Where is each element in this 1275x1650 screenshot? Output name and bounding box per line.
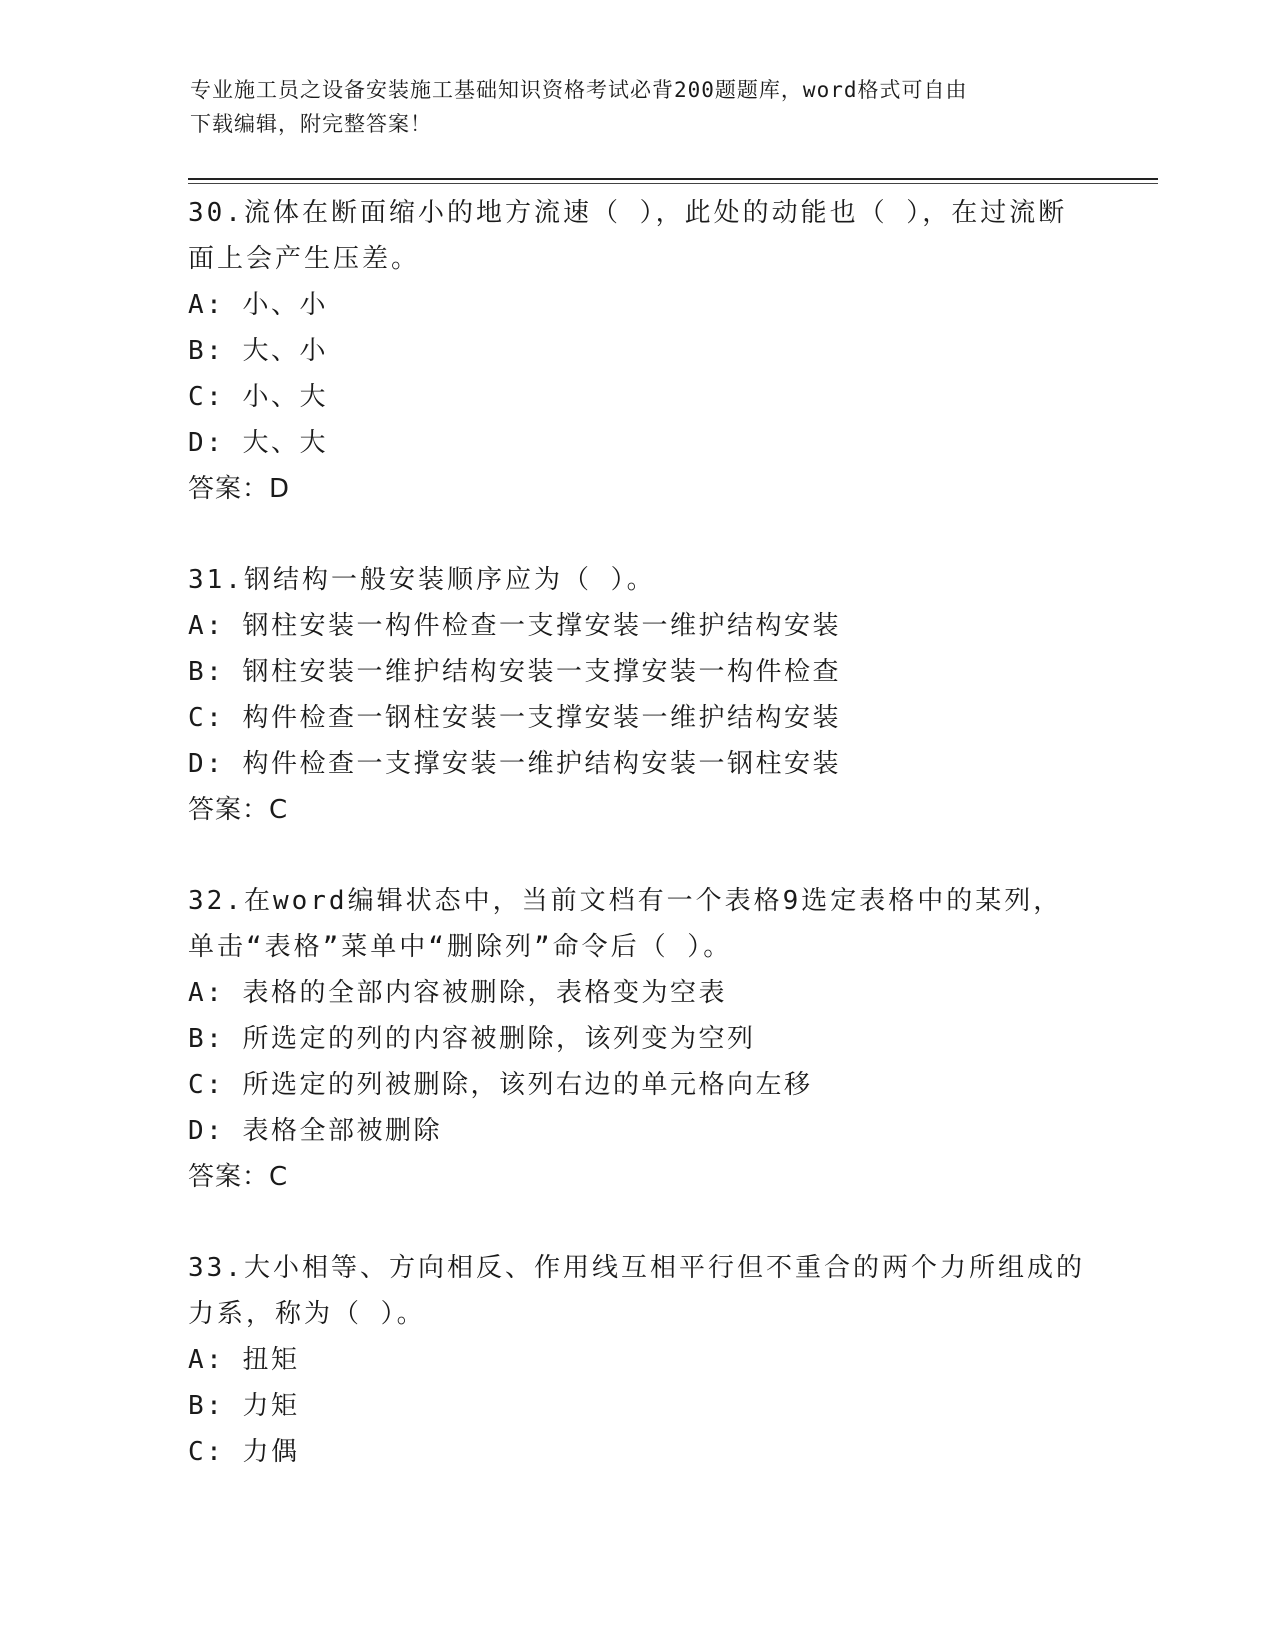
header-divider-thick — [188, 178, 1158, 180]
answer-line: 答案：C — [188, 1162, 289, 1192]
header-divider-thin — [188, 183, 1158, 184]
question-30 — [188, 190, 1088, 512]
answer-line: 答案：D — [188, 474, 291, 504]
option-d: D: 构件检查一支撑安装一维护结构安装一钢柱安装 — [188, 749, 841, 779]
question-stem: 30.流体在断面缩小的地方流速（ ），此处的动能也（ ），在过流断 — [188, 198, 1068, 228]
question-31 — [188, 557, 1088, 833]
question-list — [188, 190, 1088, 1520]
question-stem-cont: 力系，称为（ ）。 — [188, 1299, 426, 1329]
question-stem-cont: 面上会产生压差。 — [188, 244, 421, 274]
option-d: D: 大、大 — [188, 428, 328, 458]
option-a: A: 表格的全部内容被删除，表格变为空表 — [188, 978, 727, 1008]
option-b: B: 力矩 — [188, 1391, 300, 1421]
answer-line: 答案：C — [188, 795, 289, 825]
option-a: A: 扭矩 — [188, 1345, 300, 1375]
option-b: B: 所选定的列的内容被删除，该列变为空列 — [188, 1024, 756, 1054]
question-stem: 31.钢结构一般安装顺序应为（ ）。 — [188, 565, 656, 595]
document-header — [190, 73, 1090, 141]
option-c: C: 小、大 — [188, 382, 328, 412]
question-33 — [188, 1245, 1088, 1475]
option-c: C: 力偶 — [188, 1437, 300, 1467]
option-a: A: 钢柱安装一构件检查一支撑安装一维护结构安装 — [188, 611, 841, 641]
option-b: B: 大、小 — [188, 336, 328, 366]
question-stem: 33.大小相等、方向相反、作用线互相平行但不重合的两个力所组成的 — [188, 1253, 1085, 1283]
question-32 — [188, 878, 1088, 1200]
option-d: D: 表格全部被删除 — [188, 1116, 442, 1146]
option-c: C: 构件检查一钢柱安装一支撑安装一维护结构安装 — [188, 703, 841, 733]
question-stem-cont: 单击“表格”菜单中“删除列”命令后（ ）。 — [188, 932, 733, 962]
header-line-1: 专业施工员之设备安装施工基础知识资格考试必背200题题库，word格式可自由 — [190, 78, 968, 102]
option-a: A: 小、小 — [188, 290, 328, 320]
option-b: B: 钢柱安装一维护结构安装一支撑安装一构件检查 — [188, 657, 841, 687]
question-stem: 32.在word编辑状态中，当前文档有一个表格9选定表格中的某列， — [188, 886, 1063, 916]
header-line-2: 下载编辑，附完整答案！ — [190, 112, 432, 136]
option-c: C: 所选定的列被删除，该列右边的单元格向左移 — [188, 1070, 813, 1100]
